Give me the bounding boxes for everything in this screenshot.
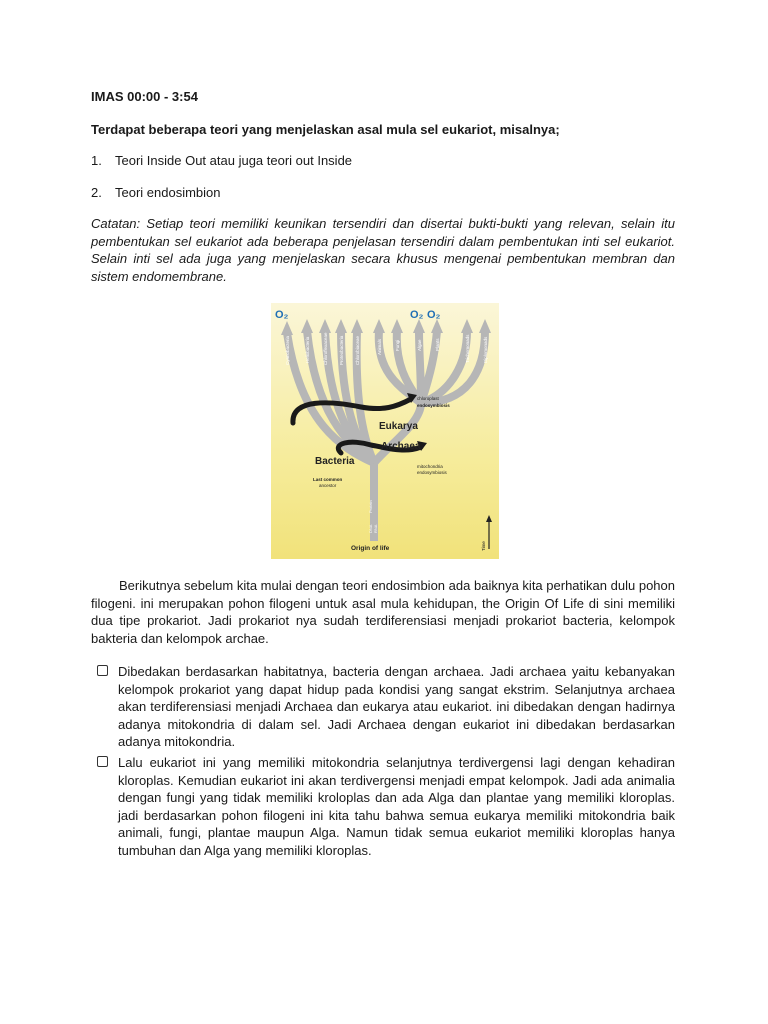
branch-label: Diplomonads [483,336,488,363]
branch-label: Trichomonads [465,334,470,363]
checklist-item [97,754,675,859]
trunk-label: DNA [368,524,373,533]
phylogenetic-tree-figure [271,303,499,559]
branch-label: Chlorobiaceae [355,335,360,365]
branch-label: Proteobacteria [339,335,344,365]
lca-label: Last common [313,477,343,482]
checklist-text: Dibedakan berdasarkan habitatnya, bacteria dengan archaea. Jadi archaea yaitu kebanyakan kelompok prokariot yang dapat hidup pada kondisi yang sangat ekstrim. Selanjutnya archaea akan terdiferensiasi menjadi Archaea dan eukarya atau eukariot. ini dibedakan dengan hadirnya adanya mitokondria di dalam sel. Jadi Archaea dengan eukariot ini dibedakan berdasarkan adanya mitokondria. [118,664,675,749]
eukarya-label: Eukarya [379,421,418,432]
checkbox[interactable] [97,756,108,767]
branch-label: Heliobacteria [305,336,310,363]
list-text: Teori endosimbion [115,185,221,200]
branch-label: Cyanobacteria [285,335,290,365]
archaea-label: Archaea [381,441,421,452]
document-title: IMAS 00:00 - 3:54 [91,89,198,104]
list-item [91,152,675,170]
branch-label: Fungi [395,339,400,351]
list-item [91,184,675,202]
list-number: 2. [91,185,102,200]
list-text: Teori Inside Out atau juga teori out Inside [115,153,353,168]
branch-label: Plants [435,338,440,351]
trunk-label: Protein [368,500,373,513]
body-paragraph: Berikutnya sebelum kita mulai dengan teori endosimbion ada baiknya kita perhatikan dulu pohon filogeni. ini merupakan pohon filogeni untuk asal mula kehidupan, the Origin Of Life di sini memiliki dua tipe prokariot. Jadi prokariot nya sudah terdiferensiasi menjadi prokariot bacteria, kelompok bakteria dan kelompok archae. [91,578,675,646]
chloroplast-sub: endosymbiosis [417,403,450,408]
mitochondria-sub: endosymbiosis [417,470,447,475]
list-number: 1. [91,153,102,168]
lca-sub: ancestor [319,483,337,488]
checklist-text: Lalu eukariot ini yang memiliki mitokondria selanjutnya terdivergensi lagi dengan kehadiran kloroplas. Kemudian eukariot ini akan terdivergensi menjadi empat kelompok. Jadi ada animalia dengan fungi yang tidak memiliki kroloplas dan ada Alga dan plantae yang memiliki kloroplas. jadi berdasarkan pohon filogeni ini kita tahu bahwa semua eukarya memiliki mitokondria baik animali, fungi, plantae maupun Alga. Namun tidak semua eukariot memiliki kloroplas hanya tumbuhan dan Alga yang memiliki kloroplas. [118,755,675,858]
branch-label: Chloroflexaceae [323,332,328,365]
checkbox[interactable] [97,665,108,676]
time-label: Time [481,541,486,551]
trunk-label: RNA [373,524,378,533]
checklist-item [97,663,675,751]
branch-label: Animals [377,338,382,355]
note-paragraph: Catatan: Setiap teori memiliki keunikan tersendiri dan disertai bukti-bukti yang relevan, selain itu pembentukan sel eukariot ada beberapa penjelasan tersendiri dalam pembentukan inti sel eukariot. Selain inti sel ada juga yang menjelaskan secara khusus mengenai pembentukan membran dan sistem endomembrane. [91,216,675,284]
o2-label-mid2: O₂ [427,309,441,321]
o2-label-left: O₂ [275,309,289,321]
mitochondria-label: mitochondria [417,464,443,469]
branch-label: Algae [417,339,422,351]
chloroplast-label: chloroplast [417,396,439,401]
bacteria-label: Bacteria [315,456,355,467]
origin-label: Origin of life [351,545,390,552]
intro-heading: Terdapat beberapa teori yang menjelaskan asal mula sel eukariot, misalnya; [91,122,560,137]
o2-label-mid1: O₂ [410,309,424,321]
